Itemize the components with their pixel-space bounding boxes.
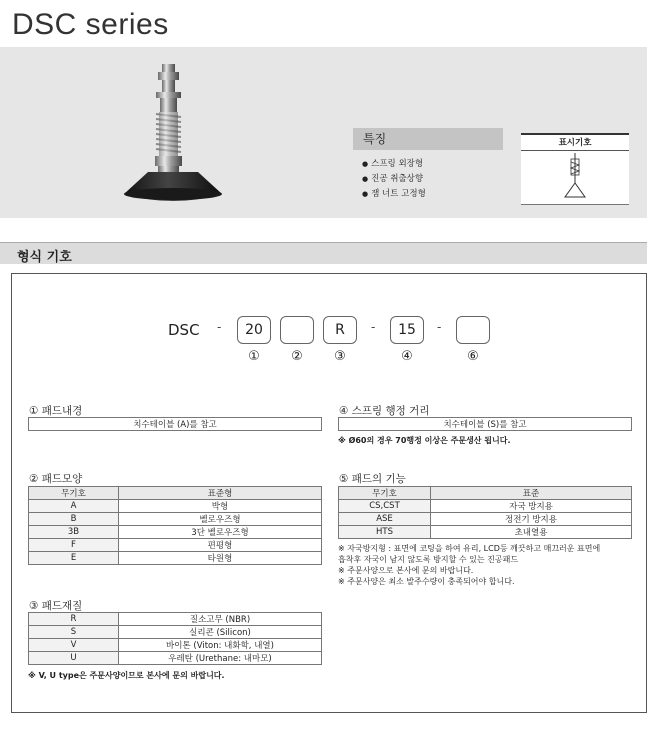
table-cell: R bbox=[29, 613, 119, 626]
table-cell: 치수테이블 (S)를 참고 bbox=[339, 418, 632, 431]
table-row bbox=[29, 513, 322, 526]
dash: - bbox=[437, 320, 442, 334]
code-box-material: R bbox=[323, 316, 357, 344]
dash: - bbox=[217, 320, 222, 334]
table-cell: HTS bbox=[339, 526, 431, 539]
column-header: 표준 bbox=[431, 487, 632, 500]
spring-stroke-title: ④ 스프링 행정 거리 bbox=[339, 405, 430, 417]
table-cell: 실리콘 (Silicon) bbox=[119, 626, 322, 639]
table-header-row bbox=[29, 487, 322, 500]
pad-material-note: ※ V, U type은 주문사양이므로 본사에 문의 바랍니다. bbox=[28, 671, 225, 680]
pad-function-note: ※ 주문사양으로 본사에 문의 바랍니다. bbox=[338, 566, 474, 575]
table-row bbox=[339, 500, 632, 513]
symbol-heading: 표시기호 bbox=[521, 135, 629, 151]
table-row bbox=[29, 552, 322, 565]
table-cell: 3단 벨로우즈형 bbox=[119, 526, 322, 539]
spring-stroke-table bbox=[338, 417, 632, 431]
pad-diameter-table bbox=[28, 417, 322, 431]
pad-function-title: ⑤ 패드의 기능 bbox=[339, 473, 406, 485]
pad-shape-table bbox=[28, 486, 322, 565]
pad-shape-title: ② 패드모양 bbox=[29, 473, 83, 485]
table-header-row bbox=[339, 487, 632, 500]
table-row bbox=[29, 539, 322, 552]
table-cell: 벨로우즈형 bbox=[119, 513, 322, 526]
table-row bbox=[29, 613, 322, 626]
pad-diameter-title: ① 패드내경 bbox=[29, 405, 83, 417]
table-cell: ASE bbox=[339, 513, 431, 526]
table-cell: 우레탄 (Urethane: 내마모) bbox=[119, 652, 322, 665]
pad-function-note: 흡착후 자국이 남지 않도록 방지할 수 있는 진공패드 bbox=[338, 555, 519, 564]
table-row bbox=[339, 526, 632, 539]
column-header: 표준형 bbox=[119, 487, 322, 500]
table-cell: 박형 bbox=[119, 500, 322, 513]
table-cell: F bbox=[29, 539, 119, 552]
table-cell: 정전기 방지용 bbox=[431, 513, 632, 526]
code-box-stroke: 15 bbox=[390, 316, 424, 344]
pad-function-note: ※ 자국방지형 : 표면에 코팅을 하여 유리, LCD등 깨끗하고 매끄러운 표면에 bbox=[338, 544, 601, 553]
pad-function-note: ※ 주문사양은 최소 발주수량이 충족되어야 합니다. bbox=[338, 577, 515, 586]
code-number: ④ bbox=[401, 349, 413, 364]
column-header: 무기호 bbox=[339, 487, 431, 500]
code-box-shape bbox=[280, 316, 314, 344]
symbol-box bbox=[521, 133, 629, 205]
table-row bbox=[29, 626, 322, 639]
feature-item: ● 잼 너트 고정형 bbox=[362, 189, 426, 199]
pad-function-table bbox=[338, 486, 632, 539]
features-heading: 특징 bbox=[353, 128, 503, 150]
table-cell: 편평형 bbox=[119, 539, 322, 552]
spring-stroke-note: ※ Ø60의 경우 70행정 이상은 주문생산 됩니다. bbox=[338, 436, 511, 445]
table-cell: U bbox=[29, 652, 119, 665]
pad-material-title: ③ 패드재질 bbox=[29, 600, 83, 612]
table-row bbox=[29, 652, 322, 665]
table-row bbox=[339, 513, 632, 526]
features-list bbox=[362, 157, 426, 202]
table-cell: E bbox=[29, 552, 119, 565]
code-number: ⑥ bbox=[467, 349, 479, 364]
table-cell: 바이톤 (Viton: 내화학, 내열) bbox=[119, 639, 322, 652]
section-title: 형식 기호 bbox=[17, 250, 72, 265]
table-cell: 타원형 bbox=[119, 552, 322, 565]
pad-material-table bbox=[28, 612, 322, 665]
series-title: DSC series bbox=[12, 8, 169, 41]
code-number: ③ bbox=[334, 349, 346, 364]
table-cell: 자국 방지용 bbox=[431, 500, 632, 513]
code-number: ① bbox=[248, 349, 260, 364]
table-cell: 질소고무 (NBR) bbox=[119, 613, 322, 626]
feature-item: ● 스프링 외장형 bbox=[362, 159, 424, 169]
feature-item: ● 진공 취출상향 bbox=[362, 174, 424, 184]
table-cell: 3B bbox=[29, 526, 119, 539]
table-cell: A bbox=[29, 500, 119, 513]
model-prefix: DSC bbox=[168, 321, 200, 339]
column-header: 무기호 bbox=[29, 487, 119, 500]
table-cell: 초내열용 bbox=[431, 526, 632, 539]
table-row bbox=[29, 639, 322, 652]
vacuum-pad-symbol-icon bbox=[521, 151, 629, 204]
table-cell: CS,CST bbox=[339, 500, 431, 513]
table-row bbox=[29, 526, 322, 539]
code-box-diameter: 20 bbox=[237, 316, 271, 344]
table-cell: 치수테이블 (A)를 참고 bbox=[29, 418, 322, 431]
vacuum-pad-image bbox=[118, 62, 228, 212]
code-number: ② bbox=[291, 349, 303, 364]
code-box-function bbox=[456, 316, 490, 344]
section-header-bar bbox=[0, 242, 647, 264]
table-row bbox=[29, 500, 322, 513]
dash: - bbox=[371, 320, 376, 334]
table-cell: V bbox=[29, 639, 119, 652]
table-cell: B bbox=[29, 513, 119, 526]
table-cell: S bbox=[29, 626, 119, 639]
